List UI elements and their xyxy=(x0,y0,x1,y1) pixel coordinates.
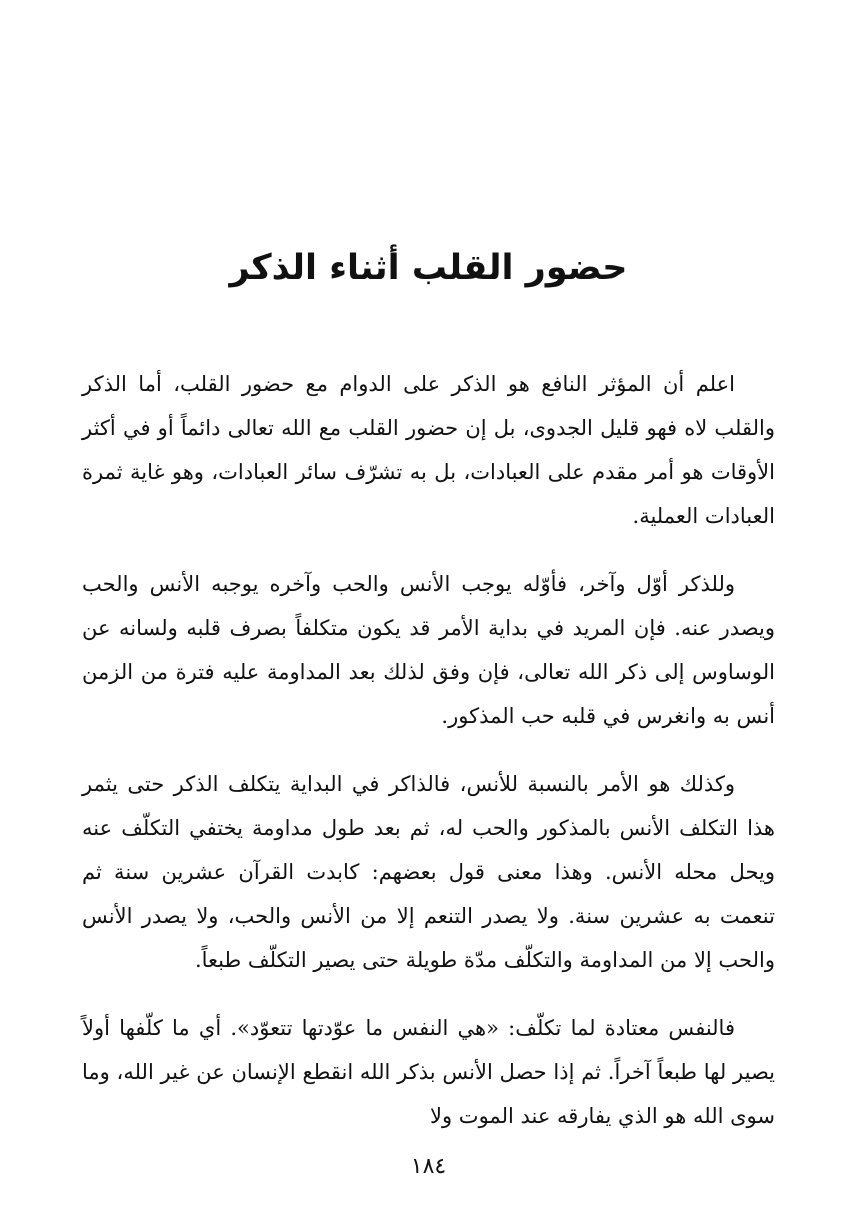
paragraph-4: فالنفس معتادة لما تكلّف: «هي النفس ما عوّدتها تتعوّد». أي ما كلّفها أولاً يصير لها طبعاً آخراً. ثم إذا حصل الأنس بذكر الله انقطع الإنسان عن غير الله، وما سوى الله هو الذي يفارقه عند الموت ولا xyxy=(82,1016,776,1128)
paragraph-3: وكذلك هو الأمر بالنسبة للأنس، فالذاكر في البداية يتكلف الذكر حتى يثمر هذا التكلف الأنس بالمذكور والحب له، ثم بعد طول مداومة يختفي التكلّف عنه ويحل محله الأنس. وهذا معنى قول بعضهم: كابدت القرآن عشرين سنة ثم تنعمت به عشرين سنة. ولا يصدر التنعم إلا من الأنس والحب، ولا يصدر الأنس والحب إلا من المداومة والتكلّف مدّة طويلة حتى يصير التكلّف طبعاً. xyxy=(82,772,775,972)
page-number: ١٨٤ xyxy=(410,1154,447,1179)
chapter-title: حضور القلب أثناء الذكر xyxy=(229,248,628,288)
paragraph-2: وللذكر أوّل وآخر، فأوّله يوجب الأنس والحب وآخره يوجبه الأنس والحب ويصدر عنه. فإن المريد في بداية الأمر قد يكون متكلفاً بصرف قلبه ولسانه عن الوساوس إلى ذكر الله تعالى، فإن وفق لذلك بعد المداومة عليه فترة من الزمن أنس به وانغرس في قلبه حب المذكور. xyxy=(82,572,775,728)
body-text xyxy=(82,362,775,1162)
paragraph-1: اعلم أن المؤثر النافع هو الذكر على الدوام مع حضور القلب، أما الذكر والقلب لاه فهو قليل الجدوى، بل إن حضور القلب مع الله تعالى دائماً أو في أكثر الأوقات هو أمر مقدم على العبادات، بل به تشرّف سائر العبادات، وهو غاية ثمرة العبادات العملية. xyxy=(82,372,775,528)
